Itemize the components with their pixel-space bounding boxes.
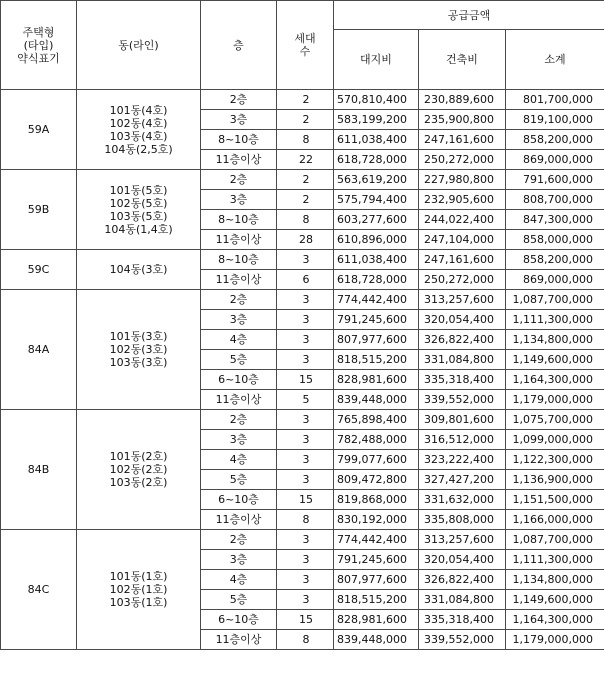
floor-cell: 5층 (201, 590, 277, 610)
floor-cell: 4층 (201, 330, 277, 350)
building-cost-cell: 232,905,600 (419, 190, 506, 210)
floor-cell: 6~10층 (201, 490, 277, 510)
building-cost-cell: 331,084,800 (419, 350, 506, 370)
subtotal-cell: 1,179,000,000 (506, 630, 604, 650)
building-cost-cell: 335,318,400 (419, 370, 506, 390)
units-cell: 8 (277, 630, 334, 650)
housing-type-cell: 84A (1, 290, 77, 410)
subtotal-cell: 819,100,000 (506, 110, 604, 130)
building-cost-cell: 250,272,000 (419, 150, 506, 170)
subtotal-cell: 858,000,000 (506, 230, 604, 250)
subtotal-cell: 869,000,000 (506, 150, 604, 170)
subtotal-cell: 1,134,800,000 (506, 570, 604, 590)
subtotal-cell: 1,149,600,000 (506, 590, 604, 610)
floor-cell: 4층 (201, 570, 277, 590)
subtotal-cell: 801,700,000 (506, 90, 604, 110)
building-cost-cell: 316,512,000 (419, 430, 506, 450)
units-cell: 8 (277, 210, 334, 230)
subtotal-cell: 1,136,900,000 (506, 470, 604, 490)
floor-cell: 2층 (201, 90, 277, 110)
units-cell: 3 (277, 570, 334, 590)
housing-type-cell: 59C (1, 250, 77, 290)
table-body (1, 90, 604, 650)
subtotal-cell: 1,111,300,000 (506, 550, 604, 570)
header-building-cost: 건축비 (419, 30, 506, 90)
subtotal-cell: 1,087,700,000 (506, 290, 604, 310)
building-cost-cell: 247,161,600 (419, 250, 506, 270)
building-line-cell: 101동(4호) 102동(4호) 103동(4호) 104동(2,5호) (77, 90, 201, 170)
floor-cell: 2층 (201, 290, 277, 310)
building-cost-cell: 327,427,200 (419, 470, 506, 490)
floor-cell: 8~10층 (201, 250, 277, 270)
floor-cell: 2층 (201, 170, 277, 190)
units-cell: 3 (277, 450, 334, 470)
floor-cell: 2층 (201, 530, 277, 550)
land-cost-cell: 583,199,200 (334, 110, 419, 130)
building-cost-cell: 339,552,000 (419, 630, 506, 650)
land-cost-cell: 611,038,400 (334, 250, 419, 270)
building-cost-cell: 320,054,400 (419, 550, 506, 570)
table-header (1, 1, 604, 90)
housing-type-cell: 84C (1, 530, 77, 650)
land-cost-cell: 828,981,600 (334, 370, 419, 390)
land-cost-cell: 563,619,200 (334, 170, 419, 190)
units-cell: 22 (277, 150, 334, 170)
building-cost-cell: 235,900,800 (419, 110, 506, 130)
units-cell: 3 (277, 590, 334, 610)
floor-cell: 5층 (201, 350, 277, 370)
table-row (1, 250, 604, 270)
floor-cell: 3층 (201, 110, 277, 130)
land-cost-cell: 575,794,400 (334, 190, 419, 210)
building-cost-cell: 335,318,400 (419, 610, 506, 630)
building-cost-cell: 244,022,400 (419, 210, 506, 230)
building-line-cell: 104동(3호) (77, 250, 201, 290)
land-cost-cell: 839,448,000 (334, 390, 419, 410)
units-cell: 3 (277, 530, 334, 550)
units-cell: 8 (277, 130, 334, 150)
land-cost-cell: 807,977,600 (334, 330, 419, 350)
land-cost-cell: 791,245,600 (334, 550, 419, 570)
units-cell: 3 (277, 310, 334, 330)
housing-type-cell: 59A (1, 90, 77, 170)
building-line-cell: 101동(3호) 102동(3호) 103동(3호) (77, 290, 201, 410)
land-cost-cell: 610,896,000 (334, 230, 419, 250)
floor-cell: 4층 (201, 450, 277, 470)
floor-cell: 8~10층 (201, 210, 277, 230)
subtotal-cell: 1,075,700,000 (506, 410, 604, 430)
floor-cell: 5층 (201, 470, 277, 490)
land-cost-cell: 774,442,400 (334, 530, 419, 550)
land-cost-cell: 828,981,600 (334, 610, 419, 630)
building-line-cell: 101동(2호) 102동(2호) 103동(2호) (77, 410, 201, 530)
subtotal-cell: 1,111,300,000 (506, 310, 604, 330)
floor-cell: 11층이상 (201, 230, 277, 250)
subtotal-cell: 1,179,000,000 (506, 390, 604, 410)
subtotal-cell: 1,099,000,000 (506, 430, 604, 450)
floor-cell: 3층 (201, 310, 277, 330)
land-cost-cell: 603,277,600 (334, 210, 419, 230)
table-row (1, 290, 604, 310)
building-cost-cell: 313,257,600 (419, 290, 506, 310)
floor-cell: 2층 (201, 410, 277, 430)
building-cost-cell: 230,889,600 (419, 90, 506, 110)
building-cost-cell: 250,272,000 (419, 270, 506, 290)
subtotal-cell: 869,000,000 (506, 270, 604, 290)
building-cost-cell: 227,980,800 (419, 170, 506, 190)
land-cost-cell: 799,077,600 (334, 450, 419, 470)
land-cost-cell: 809,472,800 (334, 470, 419, 490)
table-row (1, 90, 604, 110)
building-cost-cell: 331,084,800 (419, 590, 506, 610)
building-cost-cell: 247,161,600 (419, 130, 506, 150)
building-cost-cell: 335,808,000 (419, 510, 506, 530)
land-cost-cell: 765,898,400 (334, 410, 419, 430)
land-cost-cell: 807,977,600 (334, 570, 419, 590)
units-cell: 8 (277, 510, 334, 530)
units-cell: 3 (277, 470, 334, 490)
subtotal-cell: 1,151,500,000 (506, 490, 604, 510)
floor-cell: 11층이상 (201, 390, 277, 410)
subtotal-cell: 1,166,000,000 (506, 510, 604, 530)
header-floor: 층 (201, 1, 277, 90)
building-cost-cell: 331,632,000 (419, 490, 506, 510)
land-cost-cell: 791,245,600 (334, 310, 419, 330)
subtotal-cell: 858,200,000 (506, 130, 604, 150)
units-cell: 28 (277, 230, 334, 250)
building-cost-cell: 313,257,600 (419, 530, 506, 550)
subtotal-cell: 1,122,300,000 (506, 450, 604, 470)
units-cell: 2 (277, 110, 334, 130)
header-supply-price: 공급금액 (334, 1, 604, 30)
land-cost-cell: 618,728,000 (334, 270, 419, 290)
units-cell: 3 (277, 410, 334, 430)
housing-type-cell: 84B (1, 410, 77, 530)
subtotal-cell: 1,087,700,000 (506, 530, 604, 550)
header-land-cost: 대지비 (334, 30, 419, 90)
units-cell: 5 (277, 390, 334, 410)
subtotal-cell: 858,200,000 (506, 250, 604, 270)
units-cell: 6 (277, 270, 334, 290)
floor-cell: 11층이상 (201, 270, 277, 290)
units-cell: 15 (277, 490, 334, 510)
floor-cell: 3층 (201, 190, 277, 210)
building-line-cell: 101동(1호) 102동(1호) 103동(1호) (77, 530, 201, 650)
floor-cell: 11층이상 (201, 630, 277, 650)
floor-cell: 11층이상 (201, 510, 277, 530)
units-cell: 3 (277, 250, 334, 270)
table-row (1, 170, 604, 190)
table-row (1, 410, 604, 430)
subtotal-cell: 1,149,600,000 (506, 350, 604, 370)
subtotal-cell: 847,300,000 (506, 210, 604, 230)
table-row (1, 530, 604, 550)
subtotal-cell: 791,600,000 (506, 170, 604, 190)
subtotal-cell: 808,700,000 (506, 190, 604, 210)
header-subtotal: 소계 (506, 30, 604, 90)
header-type: 주택형 (타입) 약식표기 (1, 1, 77, 90)
land-cost-cell: 570,810,400 (334, 90, 419, 110)
floor-cell: 8~10층 (201, 130, 277, 150)
floor-cell: 6~10층 (201, 610, 277, 630)
floor-cell: 3층 (201, 550, 277, 570)
header-dong: 동(라인) (77, 1, 201, 90)
floor-cell: 11층이상 (201, 150, 277, 170)
floor-cell: 6~10층 (201, 370, 277, 390)
building-line-cell: 101동(5호) 102동(5호) 103동(5호) 104동(1,4호) (77, 170, 201, 250)
land-cost-cell: 818,515,200 (334, 590, 419, 610)
building-cost-cell: 339,552,000 (419, 390, 506, 410)
building-cost-cell: 326,822,400 (419, 330, 506, 350)
housing-type-cell: 59B (1, 170, 77, 250)
units-cell: 3 (277, 430, 334, 450)
units-cell: 2 (277, 170, 334, 190)
land-cost-cell: 774,442,400 (334, 290, 419, 310)
land-cost-cell: 839,448,000 (334, 630, 419, 650)
building-cost-cell: 323,222,400 (419, 450, 506, 470)
units-cell: 2 (277, 90, 334, 110)
units-cell: 3 (277, 550, 334, 570)
header-units: 세대 수 (277, 1, 334, 90)
units-cell: 3 (277, 350, 334, 370)
land-cost-cell: 611,038,400 (334, 130, 419, 150)
building-cost-cell: 326,822,400 (419, 570, 506, 590)
units-cell: 2 (277, 190, 334, 210)
land-cost-cell: 819,868,000 (334, 490, 419, 510)
floor-cell: 3층 (201, 430, 277, 450)
building-cost-cell: 247,104,000 (419, 230, 506, 250)
subtotal-cell: 1,164,300,000 (506, 370, 604, 390)
building-cost-cell: 309,801,600 (419, 410, 506, 430)
land-cost-cell: 782,488,000 (334, 430, 419, 450)
units-cell: 3 (277, 290, 334, 310)
building-cost-cell: 320,054,400 (419, 310, 506, 330)
units-cell: 15 (277, 370, 334, 390)
subtotal-cell: 1,164,300,000 (506, 610, 604, 630)
land-cost-cell: 618,728,000 (334, 150, 419, 170)
units-cell: 15 (277, 610, 334, 630)
units-cell: 3 (277, 330, 334, 350)
land-cost-cell: 818,515,200 (334, 350, 419, 370)
land-cost-cell: 830,192,000 (334, 510, 419, 530)
subtotal-cell: 1,134,800,000 (506, 330, 604, 350)
